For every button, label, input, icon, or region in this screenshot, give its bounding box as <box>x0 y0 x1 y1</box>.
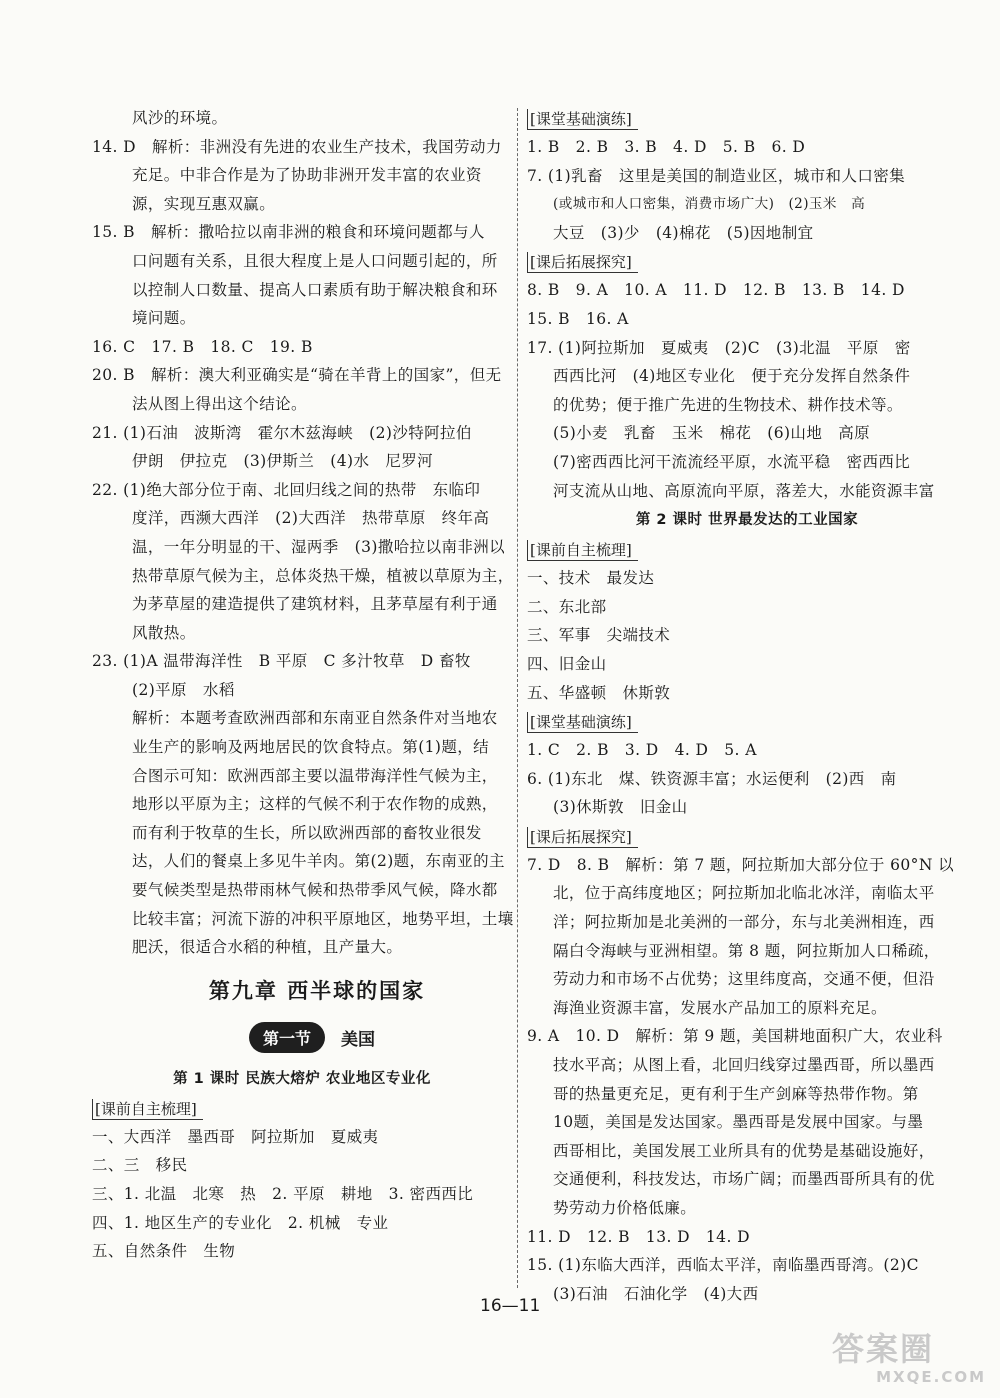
answer-line: 五、华盛顿 休斯敦 <box>527 683 671 702</box>
answer-line: 7. (1)乳畜 这里是美国的制造业区，城市和人口密集 <box>527 166 906 185</box>
answer-line: 要气候类型是热带雨林气候和热带季风气候，降水都 <box>132 881 498 900</box>
answer-line: 22. (1)绝大部分位于南、北回归线之间的热带 东临印 <box>92 480 481 499</box>
column-divider <box>517 108 519 1288</box>
answer-line: 21. (1)石油 波斯湾 霍尔木兹海峡 (2)沙特阿拉伯 <box>92 423 472 442</box>
subsection-label: [课后拓展探究] <box>527 827 638 848</box>
answer-line: 大豆 (3)少 (4)棉花 (5)因地制宜 <box>553 223 814 242</box>
page-number: 16—11 <box>480 1296 541 1316</box>
answer-line: 境问题。 <box>132 309 196 328</box>
answer-line: 达，人们的餐桌上多见牛羊肉。第(2)题，东南亚的主 <box>132 852 505 871</box>
answer-line: (2)平原 水稻 <box>132 680 235 699</box>
answer-line: 法从图上得出这个结论。 <box>132 394 307 413</box>
answer-line: 口问题有关系，且很大程度上是人口问题引起的，所 <box>132 251 498 270</box>
answer-line: 温，一年分明显的干、湿两季 (3)撒哈拉以南非洲以 <box>132 537 506 556</box>
watermark-main: 答案圈 <box>832 1330 935 1368</box>
subsection-row <box>527 535 967 564</box>
answer-line: 热带草原气候为主，总体炎热干燥，植被以草原为主， <box>132 566 514 585</box>
answer-line: 17. (1)阿拉斯加 夏威夷 (2)C (3)北温 平原 密 <box>527 338 911 357</box>
answer-line: 合图示可知：欧洲西部主要以温带海洋性气候为主， <box>132 766 498 785</box>
answer-line: 地形以平原为主；这样的气候不利于农作物的成熟， <box>132 795 498 814</box>
answer-line: 四、1. 地区生产的专业化 2. 机械 专业 <box>92 1213 389 1232</box>
answer-line: 以控制人口数量、提高人口素质有助于解决粮食和环 <box>132 280 498 299</box>
subsection-label: [课堂基础演练] <box>527 712 638 733</box>
answer-line: 1. C 2. B 3. D 4. D 5. A <box>527 741 757 760</box>
answer-line: 风沙的环境。 <box>132 109 228 127</box>
answer-line: 6. (1)东北 煤、铁资源丰富；水运便利 (2)西 南 <box>527 769 897 788</box>
answer-line: (7)密西西比河干流流经平原，水流平稳 密西西比 <box>553 452 911 471</box>
answer-line: 业生产的影响及两地居民的饮食特点。第(1)题，结 <box>132 738 490 757</box>
answer-line: 河支流从山地、高原流向平原，落差大，水能资源丰富 <box>553 481 935 500</box>
answer-line: 比较丰富；河流下游的冲积平原地区，地势平坦，土壤 <box>132 909 514 928</box>
answer-line: 三、军事 尖端技术 <box>527 626 671 645</box>
subsection-label: [课后拓展探究] <box>527 252 638 273</box>
answer-line: 充足。中非合作是为了协助非洲开发丰富的农业资 <box>132 166 482 185</box>
answer-line: 8. B 9. A 10. A 11. D 12. B 13. B 14. D <box>527 281 905 300</box>
answer-line: 度洋，西濒大西洋 (2)大西洋 热带草原 终年高 <box>132 509 490 528</box>
answer-line: (3)石油 石油化学 (4)大西 <box>553 1284 759 1303</box>
answer-line: 哥的热量更充足，更有利于生产剑麻等热带作物。第 <box>553 1084 919 1103</box>
subsection-row <box>92 1094 512 1123</box>
answer-line: 源，实现互惠双赢。 <box>132 194 276 213</box>
watermark-logo <box>832 1330 992 1394</box>
subsection-label: [课堂基础演练] <box>527 109 638 130</box>
section-title: 美国 <box>341 1029 375 1050</box>
answer-line: 15. B 解析：撒哈拉以南非洲的粮食和环境问题都与人 <box>92 223 485 242</box>
answer-line: 二、三 移民 <box>92 1156 188 1175</box>
answer-line: 势劳动力价格低廉。 <box>553 1199 697 1217</box>
answer-line: 隔白令海峡与亚洲相望。第 8 题，阿拉斯加人口稀疏， <box>553 941 940 960</box>
subsection-row <box>527 707 967 736</box>
answer-line: 西哥相比，美国发展工业所具有的优势是基础设施好， <box>553 1141 935 1160</box>
answer-line: 劳动力和市场不占优势；这里纬度高，交通不便，但沿 <box>553 970 935 989</box>
lesson-title: 第 1 课时 民族大熔炉 农业地区专业化 <box>173 1070 431 1087</box>
left-column <box>92 104 512 1266</box>
answer-line: (3)休斯敦 旧金山 <box>553 798 688 817</box>
answer-line: 解析：本题考查欧洲西部和东南亚自然条件对当地农 <box>132 709 498 728</box>
subsection-label: [课前自主梳理] <box>527 540 638 561</box>
chapter-title: 第九章 西半球的国家 <box>208 978 426 1003</box>
watermark-sub: MXQE.COM <box>876 1368 986 1386</box>
answer-line: 肥沃，很适合水稻的种植，且产量大。 <box>132 938 403 957</box>
answer-line: 23. (1)A 温带海洋性 B 平原 C 多汁牧草 D 畜牧 <box>92 652 471 671</box>
answer-line: 技水平高；从图上看，北回归线穿过墨西哥，所以墨西 <box>553 1056 935 1075</box>
subsection-row <box>527 822 967 851</box>
answer-line: 15. (1)东临大西洋，西临太平洋，南临墨西哥湾。(2)C <box>527 1256 919 1275</box>
answer-line: 交通便利，科技发达，市场广阔；而墨西哥所具有的优 <box>553 1170 935 1189</box>
answer-line: 的优势；便于推广先进的生物技术、耕作技术等。 <box>553 395 903 414</box>
answer-line: 五、自然条件 生物 <box>92 1242 236 1261</box>
subsection-label: [课前自主梳理] <box>92 1099 203 1120</box>
answer-line: 北，位于高纬度地区；阿拉斯加北临北冰洋，南临太平 <box>553 884 935 903</box>
answer-line: 三、1. 北温 北寒 热 2. 平原 耕地 3. 密西西比 <box>92 1185 474 1203</box>
answer-line: 二、东北部 <box>527 597 607 616</box>
section-badge: 第一节 <box>249 1022 325 1053</box>
answer-line: 风散热。 <box>132 623 196 642</box>
answer-line: 伊朗 伊拉克 (3)伊斯兰 (4)水 尼罗河 <box>132 452 434 471</box>
answer-line: 海渔业资源丰富，发展水产品加工的原料充足。 <box>553 998 887 1017</box>
answer-line: 西西比河 (4)地区专业化 便于充分发挥自然条件 <box>553 367 911 386</box>
answer-line: 为茅草屋的建造提供了建筑材料，且茅草屋有利于通 <box>132 595 498 614</box>
answer-line: 11. D 12. B 13. D 14. D <box>527 1227 750 1246</box>
answer-line: 一、大西洋 墨西哥 阿拉斯加 夏威夷 <box>92 1127 379 1146</box>
right-column <box>527 104 967 1308</box>
answer-line: (或城市和人口密集，消费市场广大) (2)玉米 高 <box>553 196 866 213</box>
answer-line: 16. C 17. B 18. C 19. B <box>92 337 313 356</box>
section-heading <box>92 1022 512 1056</box>
answer-line: 四、旧金山 <box>527 654 607 673</box>
lesson-title: 第 2 课时 世界最发达的工业国家 <box>635 512 859 529</box>
answer-line: 1. B 2. B 3. B 4. D 5. B 6. D <box>527 138 806 156</box>
answer-line: 14. D 解析：非洲没有先进的农业生产技术，我国劳动力 <box>92 137 502 156</box>
answer-line: 洋；阿拉斯加是北美洲的一部分，东与北美洲相连，西 <box>553 913 935 932</box>
answer-line: 15. B 16. A <box>527 309 629 328</box>
answer-line: 7. D 8. B 解析：第 7 题，阿拉斯加大部分位于 60°N 以 <box>527 855 955 874</box>
answer-line: 而有利于牧草的生长，所以欧洲西部的畜牧业很发 <box>132 823 482 842</box>
answer-line: (5)小麦 乳畜 玉米 棉花 (6)山地 高原 <box>553 424 871 443</box>
answer-line: 10题，美国是发达国家。墨西哥是发展中国家。与墨 <box>553 1113 924 1132</box>
answer-line: 20. B 解析：澳大利亚确实是“骑在羊背上的国家”，但无 <box>92 366 502 385</box>
subsection-row <box>527 247 967 276</box>
answer-line: 一、技术 最发达 <box>527 569 655 588</box>
answer-line: 9. A 10. D 解析：第 9 题，美国耕地面积广大，农业科 <box>527 1027 943 1046</box>
subsection-row <box>527 104 967 133</box>
